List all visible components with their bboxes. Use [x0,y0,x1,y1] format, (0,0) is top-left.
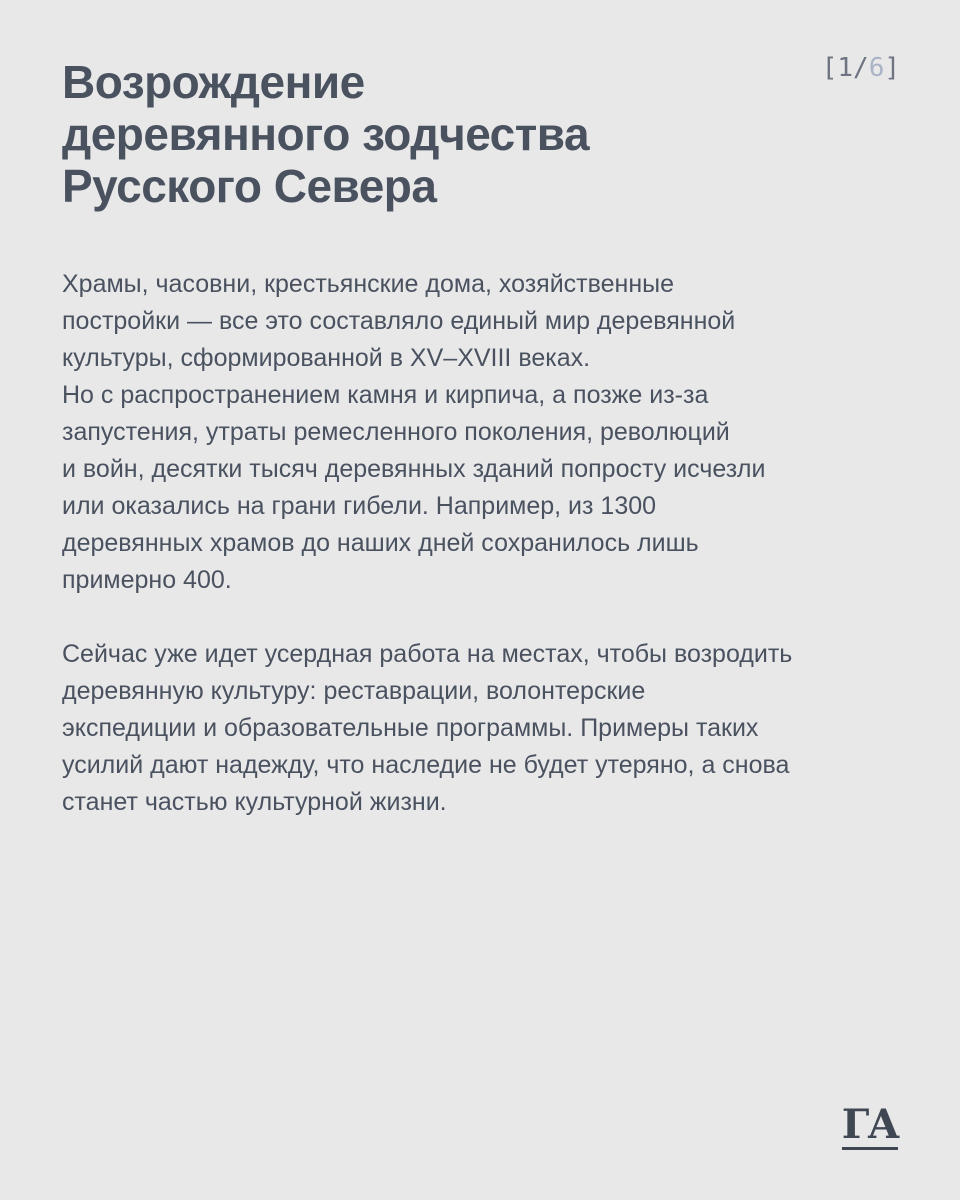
text-line: запустения, утраты ремесленного поколения, революций [62,418,730,446]
text-line: Храмы, часовни, крестьянские дома, хозяйственные [62,270,675,298]
text-line: культуры, сформированной в XV–XVIII веках. [62,344,591,372]
counter-current: 1 [837,53,854,83]
counter-total: 6 [868,53,885,83]
text-line: деревянных храмов до наших дней сохранилось лишь [62,529,699,557]
body-text [62,266,922,858]
paragraph-2 [62,636,922,821]
text-line: постройки — все это составляло единый мир деревянной [62,307,736,335]
page-title [62,56,762,212]
counter-close-bracket: ] [884,53,900,83]
title-line: Возрождение [62,56,365,108]
paragraph-1 [62,266,922,599]
counter-open-bracket: [ [821,53,838,83]
page-counter [822,52,900,84]
text-line: Сейчас уже идет усердная работа на местах, чтобы возродить [62,640,793,668]
title-line: деревянного зодчества [62,108,590,160]
text-line: и войн, десятки тысяч деревянных зданий попросту исчезли [62,455,766,483]
text-line: или оказались на грани гибели. Например, из 1300 [62,492,657,520]
counter-separator: / [853,53,869,83]
text-line: усилий дают надежду, что наследие не будет утеряно, а снова [62,751,790,779]
text-line: деревянную культуру: реставрации, волонтерские [62,677,646,705]
text-line: станет частью культурной жизни. [62,788,447,816]
text-line: экспедиции и образовательные программы. Примеры таких [62,714,759,742]
text-line: Но с распространением камня и кирпича, а позже из-за [62,381,709,409]
text-line: примерно 400. [62,566,232,594]
title-line: Русского Севера [62,160,437,212]
brand-logo: ГА [841,1101,898,1148]
